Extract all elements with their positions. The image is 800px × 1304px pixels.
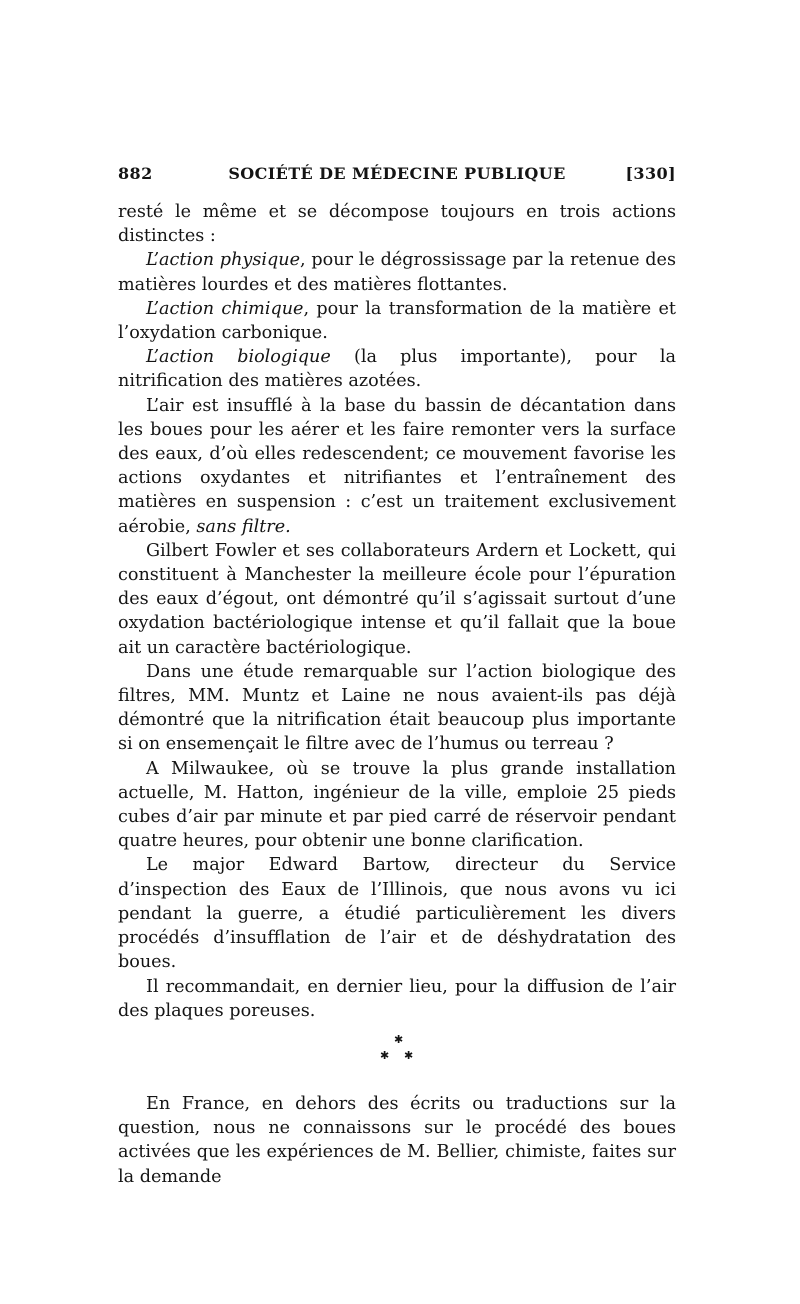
separator-star: ✱ (394, 1033, 404, 1046)
running-title: SOCIÉTÉ DE MÉDECINE PUBLIQUE (228, 164, 566, 183)
paragraph: Dans une étude remarquable sur l’action biologique des filtres, MM. Muntz et Laine ne nous avaient-ils pas déjà démontré que la nitrification était beaucoup plus importante si on ensemençait le filtre avec de l’humus ou terreau ? (118, 661, 676, 755)
closing-paragraph (118, 1092, 676, 1189)
section-separator (118, 1034, 676, 1070)
paragraph: Il recommandait, en dernier lieu, pour la diffusion de l’air des plaques poreuses. (118, 976, 676, 1021)
page-number: 882 (118, 164, 153, 183)
body-text (118, 200, 676, 1023)
paragraph: L’action physique, pour le dégrossissage par la retenue des matières lourdes et des matières flottantes. (118, 250, 676, 295)
separator-star: ✱ (380, 1049, 390, 1062)
paragraph: resté le même et se décompose toujours en trois actions distinctes : (118, 202, 676, 247)
paragraph: L’action chimique, pour la transformation de la matière et l’oxydation carbonique. (118, 298, 676, 344)
paragraph: Gilbert Fowler et ses collaborateurs Ardern et Lockett, qui constituent à Manchester la meilleure école pour l’épuration des eaux d’égout, ont démontré qu’il s’agissait surtout d’une oxydation bactériologique intense et qu’il fallait que la boue ait un caractère bactériologique. (118, 540, 676, 658)
paragraph: A Milwaukee, où se trouve la plus grande installation actuelle, M. Hatton, ingénieur de la ville, emploie 25 pieds cubes d’air par minute et par pied carré de réservoir pendant quatre heures, pour obtenir une bonne clarification. (118, 758, 676, 852)
section-number: [330] (625, 164, 676, 183)
paragraph: Le major Edward Bartow, directeur du Service d’inspection des Eaux de l’Illinois, que nous avons vu ici pendant la guerre, a étudié particulièrement les divers procédés d’insufflation de l’air et de déshydratation des boues. (118, 855, 676, 973)
book-page (118, 0, 676, 1304)
separator-star: ✱ (404, 1049, 414, 1062)
running-header (118, 164, 676, 188)
paragraph: L’air est insufflé à la base du bassin de décantation dans les boues pour les aérer et les faire remonter vers la surface des eaux, d’où elles redescendent; ce mouvement favorise les actions oxydantes et nitrifiantes et l’entraînement des matières en suspension : c’est un traitement exclusivement aérobie, sans filtre. (118, 395, 676, 537)
paragraph: L’action biologique (la plus importante), pour la nitrification des matières azotées. (118, 347, 676, 392)
paragraph: En France, en dehors des écrits ou traductions sur la question, nous ne connaissons sur le procédé des boues activées que les expériences de M. Bellier, chimiste, faites sur la demande (118, 1094, 676, 1187)
